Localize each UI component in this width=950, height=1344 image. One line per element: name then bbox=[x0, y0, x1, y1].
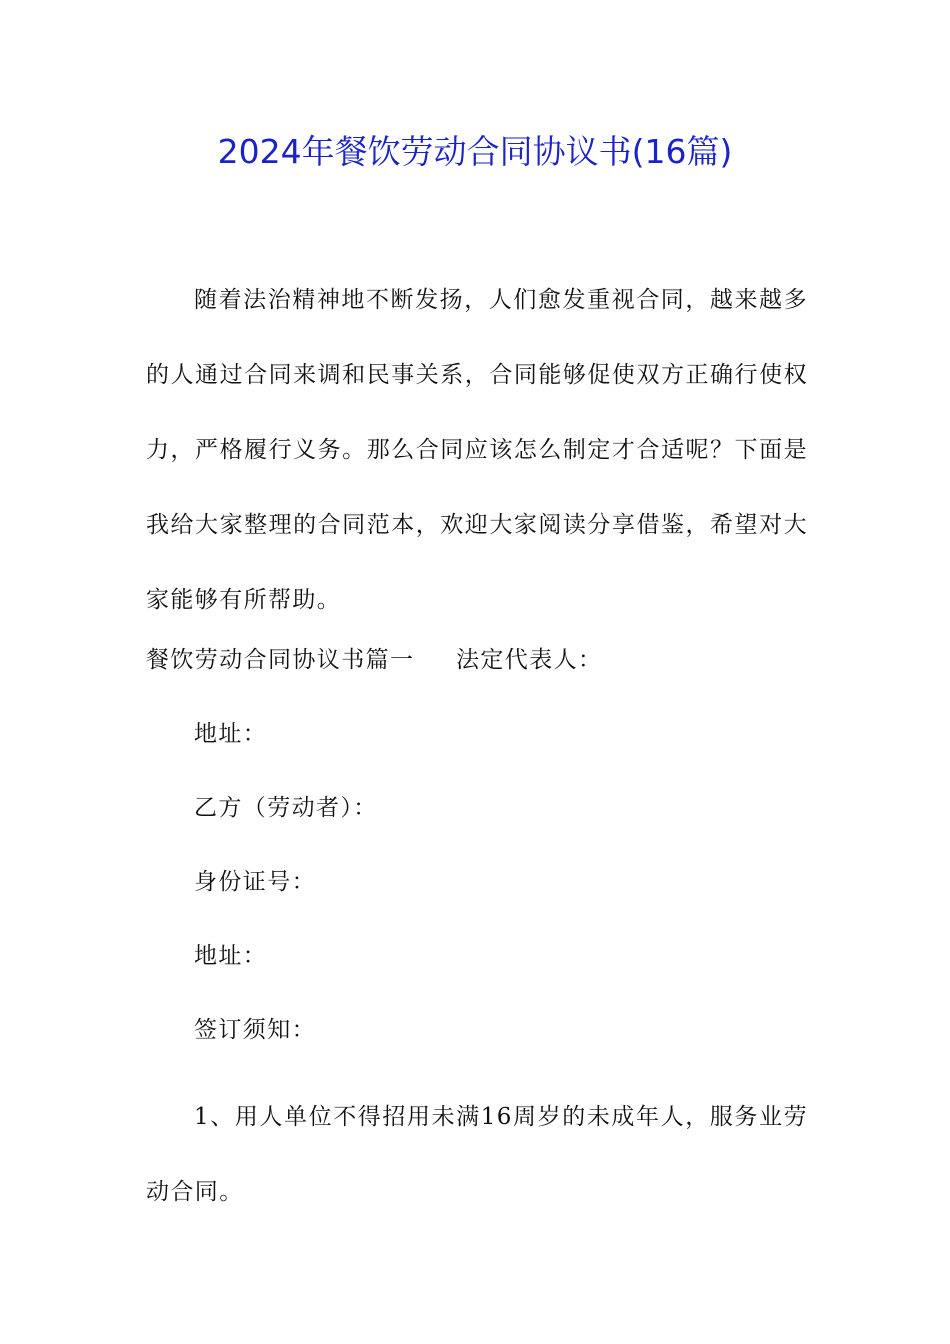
address-field-1: 地址： bbox=[194, 721, 268, 747]
section-heading: 餐饮劳动合同协议书篇一 bbox=[146, 647, 415, 673]
address-field-2: 地址： bbox=[194, 943, 268, 969]
party-b-field: 乙方（劳动者）： bbox=[194, 795, 378, 821]
notice-item-1: 1、用人单位不得招用未满16周岁的未成年人，服务业劳动合同。 bbox=[146, 1104, 808, 1205]
document-title: 2024年餐饮劳动合同协议书(16篇) bbox=[217, 132, 733, 171]
signing-notice-label: 签订须知： bbox=[194, 1017, 316, 1043]
legal-representative-label: 法定代表人： bbox=[456, 647, 603, 673]
id-number-field: 身份证号： bbox=[194, 869, 316, 895]
intro-paragraph: 随着法治精神地不断发扬，人们愈发重视合同，越来越多的人通过合同来调和民事关系，合同能够促使双方正确行使权力，严格履行义务。那么合同应该怎么制定才合适呢？下面是我给大家整理的合同范本，欢迎大家阅读分享借鉴，希望对大家能够有所帮助。 bbox=[146, 287, 808, 613]
